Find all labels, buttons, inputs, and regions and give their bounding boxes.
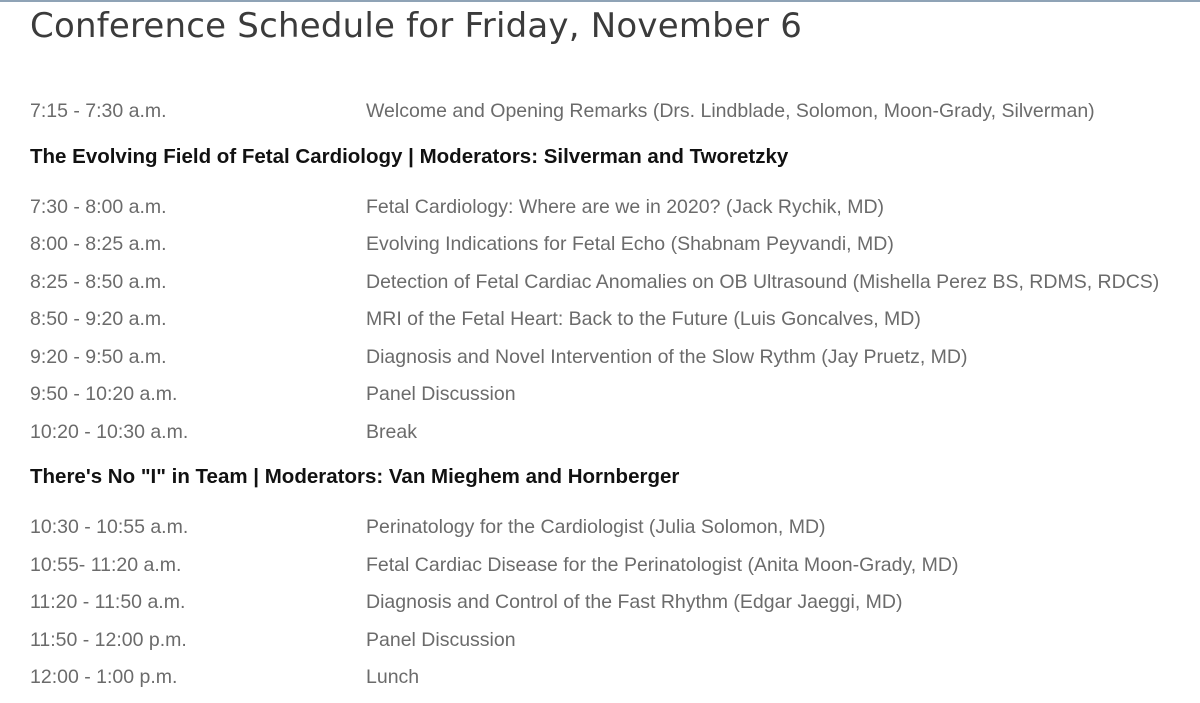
top-divider [0, 0, 1200, 2]
session-title: Panel Discussion [366, 383, 516, 405]
schedule-row [30, 225, 1195, 263]
page-title: Conference Schedule for Friday, November 6 [30, 6, 803, 46]
session-title: Evolving Indications for Fetal Echo (Shabnam Peyvandi, MD) [366, 233, 894, 255]
session-title: Perinatology for the Cardiologist (Julia Solomon, MD) [366, 516, 826, 538]
schedule-row-opening [30, 92, 1195, 130]
schedule-row [30, 413, 1195, 451]
session-time: 7:15 - 7:30 a.m. [30, 100, 167, 122]
schedule-row [30, 300, 1195, 338]
session-title: Lunch [366, 666, 420, 688]
session-title: Fetal Cardiology: Where are we in 2020? (Jack Rychik, MD) [366, 195, 885, 218]
schedule-row [30, 546, 1195, 584]
schedule-row [30, 508, 1195, 546]
session-time: 9:20 - 9:50 a.m. [30, 345, 167, 368]
session-title: Diagnosis and Control of the Fast Rhythm (Edgar Jaeggi, MD) [366, 591, 903, 613]
session-time: 12:00 - 1:00 p.m. [30, 666, 178, 688]
session-time: 10:20 - 10:30 a.m. [30, 420, 189, 443]
session-title: Detection of Fetal Cardiac Anomalies on OB Ultrasound (Mishella Perez BS, RDMS, RDCS) [366, 270, 1160, 293]
session-time: 8:50 - 9:20 a.m. [30, 308, 167, 330]
session-time: 8:00 - 8:25 a.m. [30, 233, 167, 255]
session-time: 10:30 - 10:55 a.m. [30, 516, 189, 538]
session-time: 11:20 - 11:50 a.m. [30, 591, 186, 613]
session-time: 10:55- 11:20 a.m. [30, 553, 182, 576]
schedule-row [30, 375, 1195, 413]
schedule-row [30, 338, 1195, 376]
schedule-row [30, 658, 1195, 696]
schedule-row [30, 263, 1195, 301]
session-title: MRI of the Fetal Heart: Back to the Future (Luis Goncalves, MD) [366, 308, 921, 330]
section-heading: The Evolving Field of Fetal Cardiology | Moderators: Silverman and Tworetzky [30, 144, 789, 168]
section-heading: There's No "I" in Team | Moderators: Van Mieghem and Hornberger [30, 465, 680, 488]
session-title: Diagnosis and Novel Intervention of the Slow Rythm (Jay Pruetz, MD) [366, 345, 968, 368]
session-title: Welcome and Opening Remarks (Drs. Lindblade, Solomon, Moon-Grady, Silverman) [366, 100, 1095, 122]
session-time: 11:50 - 12:00 p.m. [30, 628, 187, 651]
session-time: 9:50 - 10:20 a.m. [30, 383, 178, 405]
session-time: 7:30 - 8:00 a.m. [30, 195, 167, 218]
session-time: 8:25 - 8:50 a.m. [30, 270, 167, 293]
session-title: Break [366, 420, 417, 443]
schedule-row [30, 583, 1195, 621]
session-title: Fetal Cardiac Disease for the Perinatologist (Anita Moon-Grady, MD) [366, 553, 959, 576]
schedule-row [30, 188, 1195, 226]
session-title: Panel Discussion [366, 628, 516, 651]
schedule [30, 92, 1195, 696]
schedule-row [30, 621, 1195, 659]
